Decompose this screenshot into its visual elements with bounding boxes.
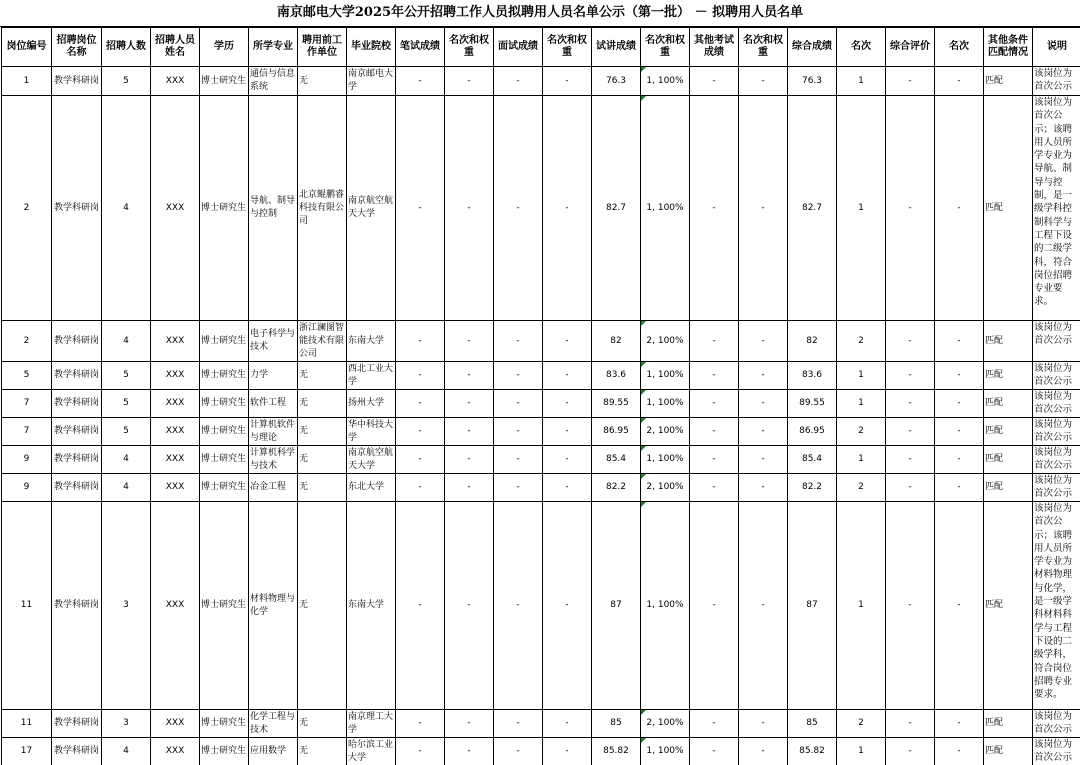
cell-rank5[interactable]: - (935, 474, 984, 502)
cell-major[interactable]: 力学 (249, 362, 298, 390)
cell-rank3[interactable]: 1, 100% (641, 390, 690, 418)
cell-rank4[interactable]: - (739, 418, 788, 446)
cell-total[interactable]: 85.4 (788, 446, 837, 474)
cell-rank5[interactable]: - (935, 502, 984, 710)
cell-rank[interactable]: 2 (837, 418, 886, 446)
cell-rank1[interactable]: - (445, 502, 494, 710)
column-header: 其他考试成绩 (690, 28, 739, 67)
cell-trial[interactable]: 87 (592, 502, 641, 710)
cell-other[interactable]: - (690, 474, 739, 502)
cell-total[interactable]: 85 (788, 710, 837, 738)
cell-employer[interactable]: 浙江澜图智能技术有限公司 (298, 321, 347, 362)
cell-rank2[interactable]: - (543, 446, 592, 474)
cell-trial[interactable]: 85 (592, 710, 641, 738)
cell-rank3[interactable]: 1, 100% (641, 96, 690, 321)
column-header: 毕业院校 (347, 28, 396, 67)
table-row (2, 502, 1080, 710)
cell-eval[interactable]: - (886, 418, 935, 446)
cell-rank4[interactable]: - (739, 502, 788, 710)
cell-count[interactable]: 3 (102, 502, 151, 710)
column-header: 招聘岗位名称 (52, 28, 102, 67)
cell-rank4[interactable]: - (739, 390, 788, 418)
column-header: 综合评价 (886, 28, 935, 67)
cell-interview[interactable]: - (494, 738, 543, 765)
header-row (2, 28, 1080, 67)
cell-post[interactable]: 教学科研岗 (52, 502, 102, 710)
cell-other[interactable]: - (690, 446, 739, 474)
cell-interview[interactable]: - (494, 710, 543, 738)
cell-total[interactable]: 82 (788, 321, 837, 362)
cell-interview[interactable]: - (494, 96, 543, 321)
cell-id[interactable]: 11 (2, 502, 52, 710)
cell-other[interactable]: - (690, 390, 739, 418)
cell-total[interactable]: 87 (788, 502, 837, 710)
cell-major[interactable]: 化学工程与技术 (249, 710, 298, 738)
cell-rank1[interactable]: - (445, 96, 494, 321)
cell-school[interactable]: 南京邮电大学 (347, 67, 396, 96)
cell-rank5[interactable]: - (935, 446, 984, 474)
cell-id[interactable]: 1 (2, 67, 52, 96)
cell-employer[interactable]: 无 (298, 67, 347, 96)
cell-eval[interactable]: - (886, 446, 935, 474)
cell-rank3[interactable]: 2, 100% (641, 710, 690, 738)
cell-edu[interactable]: 博士研究生 (200, 96, 249, 321)
cell-eval[interactable]: - (886, 502, 935, 710)
cell-rank2[interactable]: - (543, 96, 592, 321)
cell-match[interactable]: 匹配 (984, 446, 1033, 474)
cell-written[interactable]: - (396, 67, 445, 96)
cell-note[interactable]: 该岗位为首次公示 (1033, 418, 1080, 446)
cell-match[interactable]: 匹配 (984, 418, 1033, 446)
cell-rank4[interactable]: - (739, 321, 788, 362)
cell-name[interactable]: XXX (151, 446, 200, 474)
cell-rank5[interactable]: - (935, 321, 984, 362)
cell-rank3[interactable]: 1, 100% (641, 738, 690, 765)
candidate-table (1, 27, 1080, 765)
cell-match[interactable]: 匹配 (984, 738, 1033, 765)
cell-rank4[interactable]: - (739, 362, 788, 390)
cell-eval[interactable]: - (886, 321, 935, 362)
cell-major[interactable]: 电子科学与技术 (249, 321, 298, 362)
cell-total[interactable]: 83.6 (788, 362, 837, 390)
cell-rank[interactable]: 1 (837, 96, 886, 321)
cell-total[interactable]: 76.3 (788, 67, 837, 96)
cell-trial[interactable]: 76.3 (592, 67, 641, 96)
cell-rank5[interactable]: - (935, 418, 984, 446)
cell-written[interactable]: - (396, 738, 445, 765)
cell-rank1[interactable]: - (445, 446, 494, 474)
cell-written[interactable]: - (396, 362, 445, 390)
cell-major[interactable]: 应用数学 (249, 738, 298, 765)
cell-note[interactable]: 该岗位为首次公示 (1033, 738, 1080, 765)
cell-written[interactable]: - (396, 96, 445, 321)
cell-rank1[interactable]: - (445, 321, 494, 362)
cell-match[interactable]: 匹配 (984, 474, 1033, 502)
cell-eval[interactable]: - (886, 96, 935, 321)
cell-school[interactable]: 华中科技大学 (347, 418, 396, 446)
cell-total[interactable]: 85.82 (788, 738, 837, 765)
cell-rank3[interactable]: 1, 100% (641, 502, 690, 710)
cell-trial[interactable]: 82 (592, 321, 641, 362)
cell-rank2[interactable]: - (543, 738, 592, 765)
sheet-title: 南京邮电大学2025年公开招聘工作人员拟聘用人员名单公示（第一批） － 拟聘用人员名单 (0, 0, 1080, 27)
cell-post[interactable]: 教学科研岗 (52, 738, 102, 765)
cell-name[interactable]: XXX (151, 710, 200, 738)
cell-edu[interactable]: 博士研究生 (200, 321, 249, 362)
cell-match[interactable]: 匹配 (984, 67, 1033, 96)
cell-name[interactable]: XXX (151, 390, 200, 418)
cell-trial[interactable]: 85.4 (592, 446, 641, 474)
cell-other[interactable]: - (690, 67, 739, 96)
cell-total[interactable]: 89.55 (788, 390, 837, 418)
cell-count[interactable]: 3 (102, 710, 151, 738)
cell-eval[interactable]: - (886, 738, 935, 765)
cell-edu[interactable]: 博士研究生 (200, 390, 249, 418)
cell-name[interactable]: XXX (151, 738, 200, 765)
cell-employer[interactable]: 无 (298, 502, 347, 710)
column-header: 招聘人员姓名 (151, 28, 200, 67)
cell-rank1[interactable]: - (445, 390, 494, 418)
cell-interview[interactable]: - (494, 474, 543, 502)
cell-school[interactable]: 东南大学 (347, 321, 396, 362)
cell-rank4[interactable]: - (739, 67, 788, 96)
cell-rank2[interactable]: - (543, 67, 592, 96)
cell-rank[interactable]: 1 (837, 390, 886, 418)
cell-post[interactable]: 教学科研岗 (52, 446, 102, 474)
cell-written[interactable]: - (396, 446, 445, 474)
cell-other[interactable]: - (690, 418, 739, 446)
cell-rank2[interactable]: - (543, 321, 592, 362)
cell-other[interactable]: - (690, 738, 739, 765)
cell-other[interactable]: - (690, 321, 739, 362)
cell-note[interactable]: 该岗位为首次公示；该聘用人员所学专业为导航、制导与控制，是一级学科控制科学与工程下设的二级学科，符合岗位招聘专业要求。 (1033, 96, 1080, 321)
cell-school[interactable]: 南京航空航天大学 (347, 446, 396, 474)
cell-school[interactable]: 哈尔滨工业大学 (347, 738, 396, 765)
cell-major[interactable]: 计算机科学与技术 (249, 446, 298, 474)
cell-rank[interactable]: 1 (837, 446, 886, 474)
cell-rank5[interactable]: - (935, 67, 984, 96)
cell-rank3[interactable]: 1, 100% (641, 446, 690, 474)
cell-trial[interactable]: 83.6 (592, 362, 641, 390)
cell-written[interactable]: - (396, 710, 445, 738)
cell-trial[interactable]: 86.95 (592, 418, 641, 446)
cell-rank1[interactable]: - (445, 474, 494, 502)
cell-employer[interactable]: 无 (298, 738, 347, 765)
cell-school[interactable]: 西北工业大学 (347, 362, 396, 390)
cell-count[interactable]: 5 (102, 362, 151, 390)
cell-school[interactable]: 东北大学 (347, 474, 396, 502)
cell-rank2[interactable]: - (543, 362, 592, 390)
cell-note[interactable]: 该岗位为首次公示 (1033, 362, 1080, 390)
cell-count[interactable]: 5 (102, 418, 151, 446)
cell-rank4[interactable]: - (739, 738, 788, 765)
cell-major[interactable]: 计算机软件与理论 (249, 418, 298, 446)
cell-eval[interactable]: - (886, 710, 935, 738)
cell-note[interactable]: 该岗位为首次公示 (1033, 321, 1080, 362)
cell-note[interactable]: 该岗位为首次公示 (1033, 710, 1080, 738)
cell-rank4[interactable]: - (739, 474, 788, 502)
cell-id[interactable]: 11 (2, 710, 52, 738)
cell-edu[interactable]: 博士研究生 (200, 474, 249, 502)
cell-employer[interactable]: 无 (298, 418, 347, 446)
cell-employer[interactable]: 北京鲲鹏睿科技有限公司 (298, 96, 347, 321)
cell-match[interactable]: 匹配 (984, 710, 1033, 738)
cell-eval[interactable]: - (886, 474, 935, 502)
cell-post[interactable]: 教学科研岗 (52, 96, 102, 321)
cell-rank1[interactable]: - (445, 418, 494, 446)
cell-id[interactable]: 9 (2, 474, 52, 502)
cell-edu[interactable]: 博士研究生 (200, 418, 249, 446)
table-row (2, 446, 1080, 474)
cell-rank[interactable]: 2 (837, 710, 886, 738)
cell-count[interactable]: 4 (102, 446, 151, 474)
cell-school[interactable]: 扬州大学 (347, 390, 396, 418)
column-header: 名次和权重 (445, 28, 494, 67)
table-row (2, 96, 1080, 321)
cell-rank1[interactable]: - (445, 710, 494, 738)
cell-employer[interactable]: 无 (298, 446, 347, 474)
cell-name[interactable]: XXX (151, 67, 200, 96)
cell-id[interactable]: 2 (2, 96, 52, 321)
column-header: 试讲成绩 (592, 28, 641, 67)
cell-rank3[interactable]: 1, 100% (641, 362, 690, 390)
column-header: 聘用前工作单位 (298, 28, 347, 67)
cell-match[interactable]: 匹配 (984, 96, 1033, 321)
table-row (2, 738, 1080, 765)
cell-id[interactable]: 7 (2, 418, 52, 446)
cell-edu[interactable]: 博士研究生 (200, 502, 249, 710)
cell-employer[interactable]: 无 (298, 474, 347, 502)
cell-name[interactable]: XXX (151, 362, 200, 390)
cell-eval[interactable]: - (886, 362, 935, 390)
cell-rank1[interactable]: - (445, 362, 494, 390)
cell-rank4[interactable]: - (739, 96, 788, 321)
cell-edu[interactable]: 博士研究生 (200, 446, 249, 474)
cell-employer[interactable]: 无 (298, 390, 347, 418)
cell-interview[interactable]: - (494, 390, 543, 418)
cell-rank2[interactable]: - (543, 390, 592, 418)
cell-count[interactable]: 4 (102, 321, 151, 362)
cell-post[interactable]: 教学科研岗 (52, 67, 102, 96)
table-row (2, 362, 1080, 390)
cell-rank5[interactable]: - (935, 738, 984, 765)
cell-major[interactable]: 冶金工程 (249, 474, 298, 502)
cell-written[interactable]: - (396, 418, 445, 446)
cell-trial[interactable]: 85.82 (592, 738, 641, 765)
cell-post[interactable]: 教学科研岗 (52, 474, 102, 502)
cell-post[interactable]: 教学科研岗 (52, 362, 102, 390)
cell-edu[interactable]: 博士研究生 (200, 362, 249, 390)
table-row (2, 474, 1080, 502)
cell-major[interactable]: 软件工程 (249, 390, 298, 418)
cell-written[interactable]: - (396, 321, 445, 362)
cell-interview[interactable]: - (494, 418, 543, 446)
cell-name[interactable]: XXX (151, 321, 200, 362)
cell-written[interactable]: - (396, 502, 445, 710)
column-header: 综合成绩 (788, 28, 837, 67)
cell-name[interactable]: XXX (151, 418, 200, 446)
table-row (2, 321, 1080, 362)
cell-rank4[interactable]: - (739, 710, 788, 738)
cell-trial[interactable]: 82.7 (592, 96, 641, 321)
column-header: 其他条件匹配情况 (984, 28, 1033, 67)
table-row (2, 710, 1080, 738)
cell-other[interactable]: - (690, 96, 739, 321)
cell-match[interactable]: 匹配 (984, 362, 1033, 390)
cell-post[interactable]: 教学科研岗 (52, 710, 102, 738)
cell-total[interactable]: 82.2 (788, 474, 837, 502)
cell-employer[interactable]: 无 (298, 362, 347, 390)
cell-major[interactable]: 导航、制导与控制 (249, 96, 298, 321)
cell-note[interactable]: 该岗位为首次公示 (1033, 474, 1080, 502)
cell-rank1[interactable]: - (445, 67, 494, 96)
cell-interview[interactable]: - (494, 502, 543, 710)
column-header: 岗位编号 (2, 28, 52, 67)
cell-total[interactable]: 82.7 (788, 96, 837, 321)
cell-rank[interactable]: 1 (837, 738, 886, 765)
cell-rank[interactable]: 2 (837, 321, 886, 362)
cell-interview[interactable]: - (494, 446, 543, 474)
cell-rank5[interactable]: - (935, 390, 984, 418)
cell-major[interactable]: 材料物理与化学 (249, 502, 298, 710)
column-header: 名次和权重 (739, 28, 788, 67)
cell-match[interactable]: 匹配 (984, 321, 1033, 362)
cell-eval[interactable]: - (886, 390, 935, 418)
cell-rank2[interactable]: - (543, 502, 592, 710)
cell-rank2[interactable]: - (543, 418, 592, 446)
cell-count[interactable]: 5 (102, 67, 151, 96)
cell-rank5[interactable]: - (935, 710, 984, 738)
cell-note[interactable]: 该岗位为首次公示 (1033, 67, 1080, 96)
cell-id[interactable]: 7 (2, 390, 52, 418)
cell-edu[interactable]: 博士研究生 (200, 738, 249, 765)
table-row (2, 390, 1080, 418)
cell-rank3[interactable]: 2, 100% (641, 474, 690, 502)
cell-rank2[interactable]: - (543, 474, 592, 502)
cell-eval[interactable]: - (886, 67, 935, 96)
cell-school[interactable]: 东南大学 (347, 502, 396, 710)
cell-id[interactable]: 5 (2, 362, 52, 390)
cell-id[interactable]: 9 (2, 446, 52, 474)
column-header: 名次 (837, 28, 886, 67)
cell-rank[interactable]: 2 (837, 474, 886, 502)
cell-rank[interactable]: 1 (837, 362, 886, 390)
cell-count[interactable]: 4 (102, 474, 151, 502)
cell-written[interactable]: - (396, 474, 445, 502)
column-header: 招聘人数 (102, 28, 151, 67)
cell-other[interactable]: - (690, 710, 739, 738)
cell-note[interactable]: 该岗位为首次公示；该聘用人员所学专业为材料物理与化学，是一级学科材料科学与工程下设的二级学科，符合岗位招聘专业要求。 (1033, 502, 1080, 710)
cell-rank4[interactable]: - (739, 446, 788, 474)
cell-edu[interactable]: 博士研究生 (200, 67, 249, 96)
cell-rank3[interactable]: 1, 100% (641, 67, 690, 96)
cell-name[interactable]: XXX (151, 474, 200, 502)
cell-trial[interactable]: 89.55 (592, 390, 641, 418)
cell-other[interactable]: - (690, 502, 739, 710)
cell-school[interactable]: 南京航空航天大学 (347, 96, 396, 321)
cell-written[interactable]: - (396, 390, 445, 418)
cell-id[interactable]: 2 (2, 321, 52, 362)
cell-rank[interactable]: 1 (837, 502, 886, 710)
table-row (2, 418, 1080, 446)
cell-rank1[interactable]: - (445, 738, 494, 765)
cell-rank3[interactable]: 2, 100% (641, 418, 690, 446)
table-row (2, 67, 1080, 96)
cell-count[interactable]: 4 (102, 738, 151, 765)
cell-interview[interactable]: - (494, 362, 543, 390)
cell-note[interactable]: 该岗位为首次公示 (1033, 446, 1080, 474)
cell-id[interactable]: 17 (2, 738, 52, 765)
cell-note[interactable]: 该岗位为首次公示 (1033, 390, 1080, 418)
cell-name[interactable]: XXX (151, 502, 200, 710)
cell-rank2[interactable]: - (543, 710, 592, 738)
cell-rank5[interactable]: - (935, 96, 984, 321)
cell-employer[interactable]: 无 (298, 710, 347, 738)
column-header: 名次 (935, 28, 984, 67)
cell-rank[interactable]: 1 (837, 67, 886, 96)
cell-post[interactable]: 教学科研岗 (52, 418, 102, 446)
cell-trial[interactable]: 82.2 (592, 474, 641, 502)
cell-interview[interactable]: - (494, 321, 543, 362)
column-header: 学历 (200, 28, 249, 67)
cell-post[interactable]: 教学科研岗 (52, 390, 102, 418)
column-header: 面试成绩 (494, 28, 543, 67)
cell-school[interactable]: 南京理工大学 (347, 710, 396, 738)
cell-count[interactable]: 5 (102, 390, 151, 418)
cell-match[interactable]: 匹配 (984, 502, 1033, 710)
cell-count[interactable]: 4 (102, 96, 151, 321)
cell-rank3[interactable]: 2, 100% (641, 321, 690, 362)
column-header: 名次和权重 (641, 28, 690, 67)
cell-rank5[interactable]: - (935, 362, 984, 390)
cell-post[interactable]: 教学科研岗 (52, 321, 102, 362)
cell-match[interactable]: 匹配 (984, 390, 1033, 418)
cell-interview[interactable]: - (494, 67, 543, 96)
column-header: 所学专业 (249, 28, 298, 67)
column-header: 名次和权重 (543, 28, 592, 67)
cell-major[interactable]: 通信与信息系统 (249, 67, 298, 96)
column-header: 说明 (1033, 28, 1080, 67)
cell-name[interactable]: XXX (151, 96, 200, 321)
cell-total[interactable]: 86.95 (788, 418, 837, 446)
cell-other[interactable]: - (690, 362, 739, 390)
column-header: 笔试成绩 (396, 28, 445, 67)
cell-edu[interactable]: 博士研究生 (200, 710, 249, 738)
